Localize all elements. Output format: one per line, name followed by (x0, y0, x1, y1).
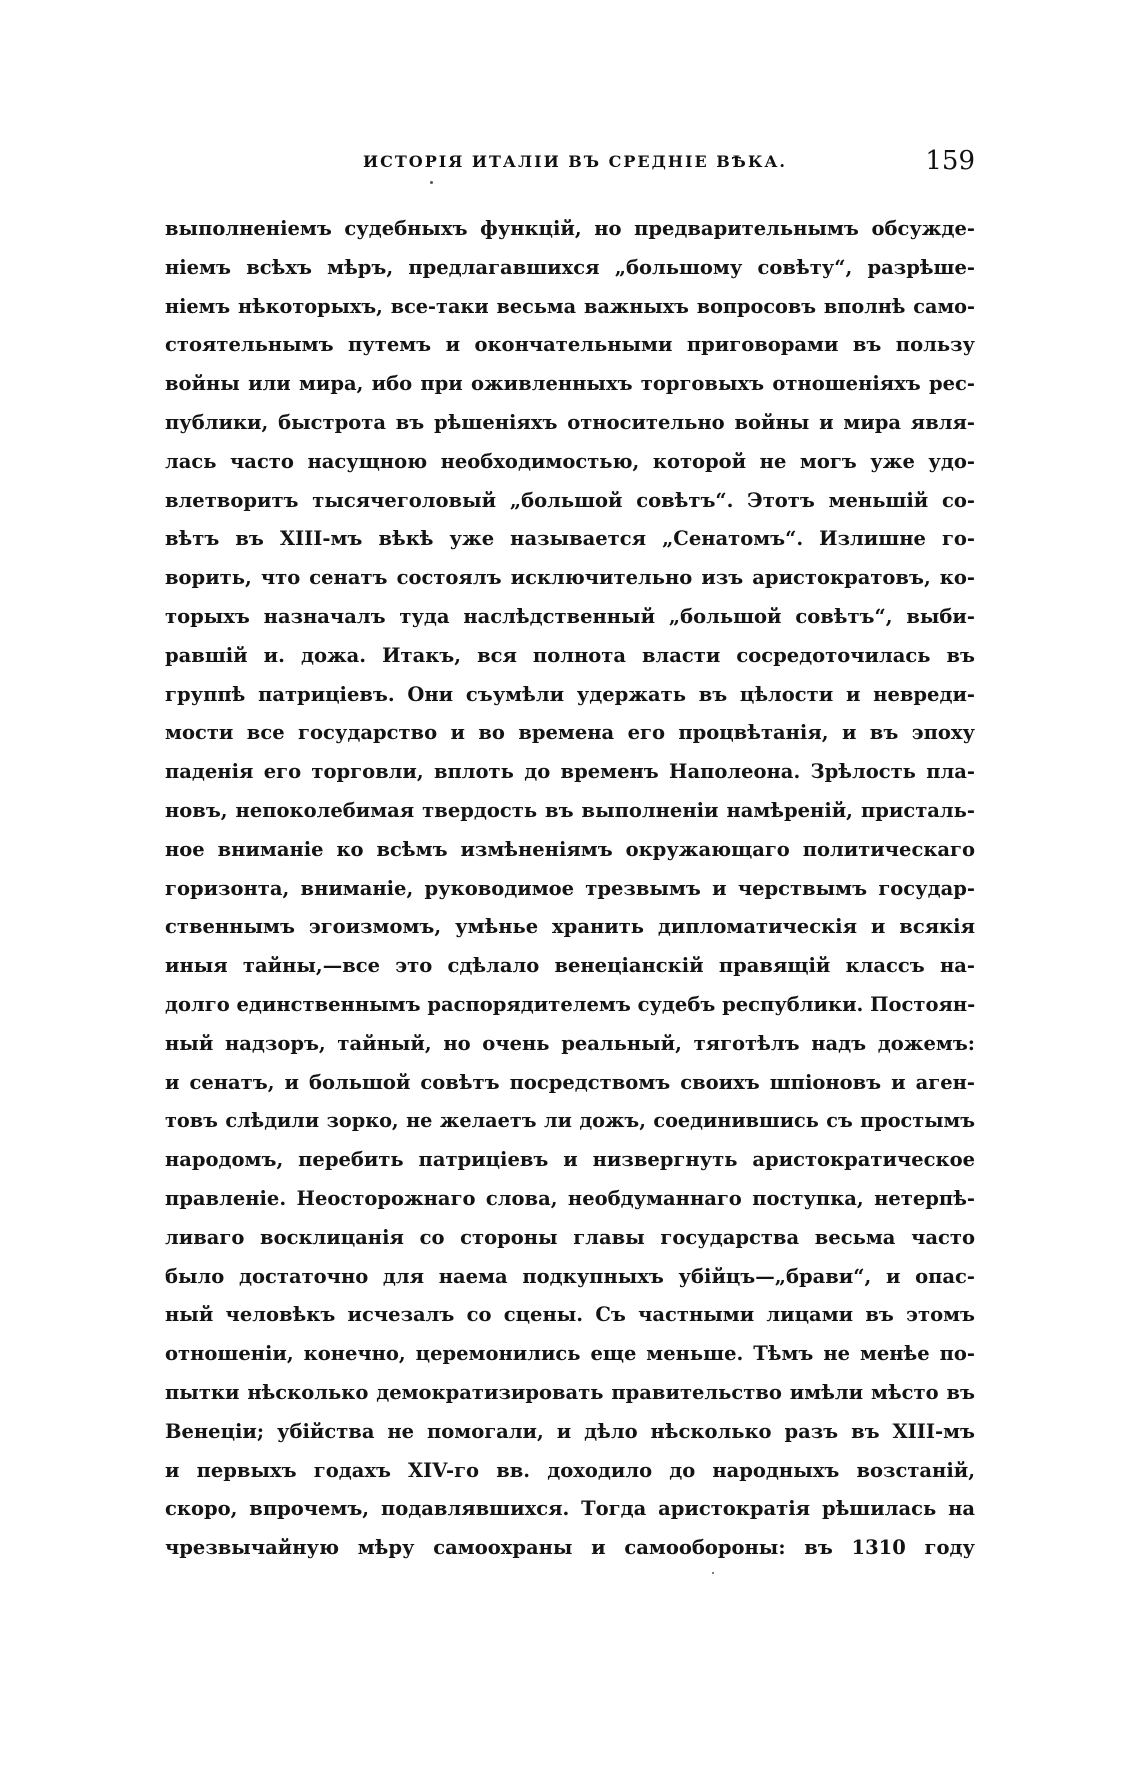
text-line: ворить, что сенатъ состоялъ исключительно изъ аристократовъ, ко- (165, 566, 975, 590)
text-line: чрезвычайную мѣру самоохраны и самообороны: въ 1310 году (165, 1536, 975, 1560)
text-line: ный человѣкъ исчезалъ со сцены. Съ частными лицами въ этомъ (165, 1303, 975, 1327)
page-number: 159 (925, 146, 975, 176)
text-line: влетворитъ тысячеголовый „большой совѣтъ“. Этотъ меньшій со- (165, 488, 975, 512)
text-line: ное вниманіе ко всѣмъ измѣненіямъ окружающаго политическаго (165, 837, 975, 861)
text-line: группѣ патриціевъ. Они съумѣли удержать въ цѣлости и невреди- (165, 682, 975, 706)
text-line: и сенатъ, и большой совѣтъ посредствомъ своихъ шпіоновъ и аген- (165, 1070, 975, 1094)
text-line: народомъ, перебить патриціевъ и низвергнуть аристократическое (165, 1148, 975, 1172)
text-line: горизонта, вниманіе, руководимое трезвымъ и черствымъ государ- (165, 876, 975, 900)
text-line: скоро, впрочемъ, подавлявшихся. Тогда аристократія рѣшилась на (165, 1497, 975, 1521)
running-header-title: ИСТОРІЯ ИТАЛІИ ВЪ СРЕДНІЕ ВѢКА. (363, 152, 787, 171)
text-line: пытки нѣсколько демократизировать правительство имѣли мѣсто въ (165, 1380, 975, 1404)
text-line: войны или мира, ибо при оживленныхъ торговыхъ отношеніяхъ рес- (165, 372, 975, 396)
text-line: иныя тайны,—все это сдѣлало венеціанскій правящій классъ на- (165, 954, 975, 978)
text-line: новъ, непоколебимая твердость въ выполненіи намѣреній, присталь- (165, 798, 975, 822)
text-line: публики, быстрота въ рѣшеніяхъ относительно войны и мира явля- (165, 410, 975, 434)
text-line: было достаточно для наема подкупныхъ убійцъ—„брави“, и опас- (165, 1264, 975, 1288)
text-line: долго единственнымъ распорядителемъ судебъ республики. Постоян- (165, 992, 975, 1016)
body-text (165, 210, 975, 1568)
text-line: вѣтъ въ XIII-мъ вѣкѣ уже называется „Сенатомъ“. Излишне го- (165, 527, 975, 551)
text-line: товъ слѣдили зорко, не желаетъ ли дожъ, соединившись съ простымъ (165, 1109, 975, 1133)
text-line: отношеніи, конечно, церемонились еще меньше. Тѣмъ не менѣе по- (165, 1342, 975, 1366)
text-line: и первыхъ годахъ XIV-го вв. доходило до народныхъ возстаній, (165, 1458, 975, 1482)
text-line: торыхъ назначалъ туда наслѣдственный „большой совѣтъ“, выби- (165, 604, 975, 628)
paper-speck (430, 181, 433, 184)
text-line: паденія его торговли, вплоть до временъ Наполеона. Зрѣлость пла- (165, 760, 975, 784)
text-line: мости все государство и во времена его процвѣтанія, и въ эпоху (165, 721, 975, 745)
text-line: равшій и. дожа. Итакъ, вся полнота власти сосредоточилась въ (165, 643, 975, 667)
text-line: ственнымъ эгоизмомъ, умѣнье хранить дипломатическія и всякія (165, 915, 975, 939)
text-line: выполненіемъ судебныхъ функцій, но предварительнымъ обсужде- (165, 217, 975, 240)
text-line: стоятельнымъ путемъ и окончательными приговорами въ пользу (165, 333, 975, 357)
text-line: ный надзоръ, тайный, но очень реальный, тяготѣлъ надъ дожемъ: (165, 1031, 975, 1055)
running-header (165, 140, 975, 180)
text-line: Венеціи; убійства не помогали, и дѣло нѣсколько разъ въ XIII-мъ (165, 1419, 975, 1443)
text-line: ливаго восклицанія со стороны главы государства весьма часто (165, 1225, 975, 1249)
text-line: ніемъ нѣкоторыхъ, все-таки весьма важныхъ вопросовъ вполнѣ само- (165, 294, 975, 318)
text-line: лась часто насущною необходимостью, которой не могъ уже удо- (165, 449, 975, 473)
paper-speck (712, 1572, 714, 1574)
text-line: правленіе. Неосторожнаго слова, необдуманнаго поступка, нетерпѣ- (165, 1186, 975, 1210)
text-line: ніемъ всѣхъ мѣръ, предлагавшихся „большому совѣту“, разрѣше- (165, 255, 975, 279)
